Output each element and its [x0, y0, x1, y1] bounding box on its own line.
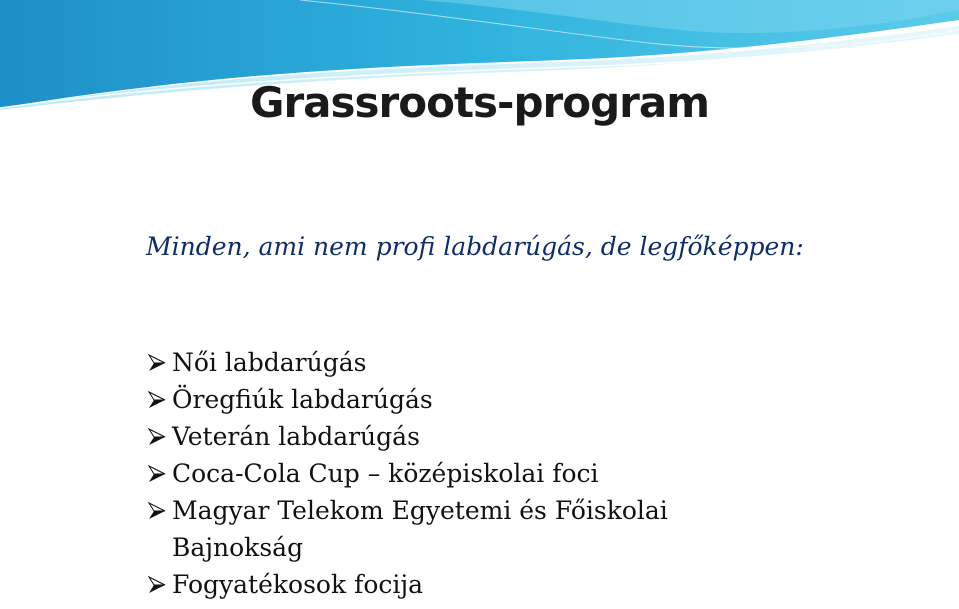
list-item: [146, 492, 946, 566]
list-item: [146, 418, 946, 455]
bullet-text: Fogyatékosok focija: [172, 570, 424, 599]
arrowhead-bullet-icon: [146, 455, 172, 492]
list-item: [146, 455, 946, 492]
bullet-text: Női labdarúgás: [172, 348, 367, 377]
arrowhead-bullet-icon: [146, 492, 172, 529]
list-item: [146, 566, 946, 603]
bullet-text: Veterán labdarúgás: [172, 422, 420, 451]
list-item: [146, 381, 946, 418]
bullet-text: Öregfiúk labdarúgás: [172, 385, 433, 414]
arrowhead-bullet-icon: [146, 344, 172, 381]
arrowhead-bullet-icon: [146, 381, 172, 418]
intro-text: Minden, ami nem profi labdarúgás, de legfőképpen:: [146, 232, 804, 261]
arrowhead-bullet-icon: [146, 418, 172, 455]
bullet-text: Coca-Cola Cup – középiskolai foci: [172, 459, 599, 488]
arrowhead-bullet-icon: [146, 566, 172, 603]
list-item: [146, 344, 946, 381]
bullet-text: Magyar Telekom Egyetemi és Főiskolai Bajnokság: [172, 496, 668, 562]
slide-title: Grassroots-program: [250, 78, 709, 127]
bullet-list: [146, 344, 946, 603]
